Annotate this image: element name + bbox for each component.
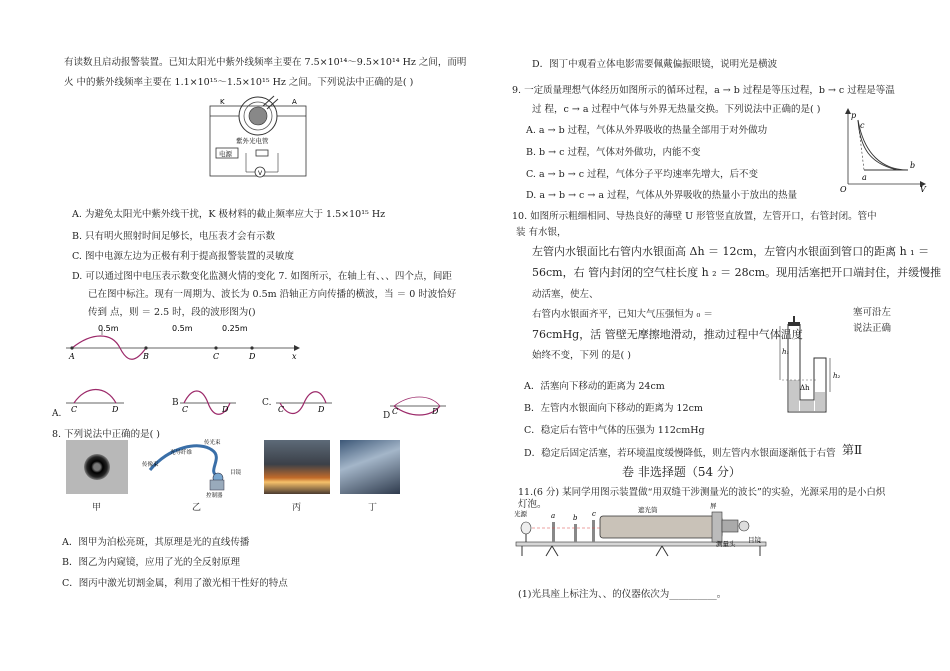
q11-line-1: 11.(6 分) 某同学用图示装置做“用双缝干涉测量光的波长”的实验，光源采用的是小白炽: [518, 487, 886, 498]
wave-option-a-label: A.: [52, 409, 62, 419]
q10-line-8: 始终不变，下列 的是( ): [532, 350, 631, 361]
intro-line-1: 有读数且启动报警装置。已知太阳光中紫外线频率主要在 7.5×10¹⁴～9.5×10¹⁴ Hz 之间，而明: [64, 57, 467, 68]
wave-axis-x: x: [292, 352, 297, 361]
opt-b-point-c: C: [182, 405, 189, 414]
apparatus-c: c: [592, 510, 596, 518]
q8-option-a: A．图甲为泊松亮斑，其原理是光的直线传播: [62, 537, 250, 548]
fig-label-meter: V: [258, 170, 263, 177]
apparatus-screen: 屏: [710, 502, 717, 510]
wave-point-d: D: [249, 352, 256, 361]
q10-option-b: B．左管内水银面向下移动的距离为 12cm: [524, 403, 703, 414]
opt-c-point-c: C: [278, 405, 285, 414]
poisson-spot-image: [66, 440, 128, 494]
intro-line-2: 火 中的紫外线频率主要在 1.1×10¹⁵～1.5×10¹⁵ Hz 之间。下列说法中正确的是( ): [64, 77, 414, 88]
opt-c-point-d: D: [318, 405, 325, 414]
caption-jia: 甲: [92, 503, 102, 513]
u-tube-figure: [772, 310, 852, 416]
endoscope-figure: [140, 436, 250, 498]
q9-option-d: D. a → b → c → a 过程，气体从外界吸收的热量小于放出的热量: [526, 190, 798, 201]
q9-option-c: C. a → b → c 过程，气体分子平均速率先增大，后不变: [526, 169, 759, 180]
q10-line-5: 动活塞，使左、: [532, 289, 599, 300]
wave-option-c: [276, 383, 336, 415]
pv-point-a: a: [862, 173, 867, 182]
q6-option-a: A. 为避免太阳光中紫外线干扰，K 极材料的截止频率应大于 1.5×10¹⁵ Hz: [72, 209, 386, 220]
q11-line-2: 灯泡。: [518, 499, 547, 510]
u-tube-h1: h₁: [782, 348, 790, 356]
pv-axis-v: V: [920, 185, 926, 194]
section-heading-part1: 第Ⅱ: [842, 443, 863, 457]
wave-option-d-label: D: [383, 411, 391, 421]
q10-line-1: 10. 如图所示粗细相同、导热良好的薄壁 U 形管竖直放置，左管开口，右管封闭。管中: [512, 211, 877, 222]
wave-option-b: [180, 383, 240, 415]
q10-line-7: 76cmHg，活 管壁无摩擦地滑动，推动过程中气体温度: [532, 328, 803, 341]
3d-movie-image: [340, 440, 400, 494]
q10-option-c: C．稳定后右管中气体的压强为 112cmHg: [524, 425, 705, 436]
pv-axis-p: p: [851, 111, 857, 120]
q6-option-b: B. 只有明火照射时间足够长，电压表才会有示数: [72, 231, 276, 242]
wave-point-a: A: [69, 352, 75, 361]
fig-label-power: 电源: [219, 150, 232, 158]
endoscope-label-3: 传像束: [142, 462, 159, 468]
q10-option-d: D．稳定后固定活塞，若环境温度缓慢降低，则左管内水银面逐渐低于右管: [524, 448, 836, 459]
q11-subquestion-1: (1)光具座上标注为、、的仪器依次为__________。: [518, 589, 727, 600]
opt-d-point-c: C: [392, 407, 399, 416]
phototube-circuit-figure: [208, 92, 308, 182]
opt-d-point-d: D: [432, 407, 439, 416]
pv-diagram: [838, 108, 930, 192]
apparatus-a: a: [551, 512, 556, 520]
q10-side-1: 塞可沿左: [853, 307, 892, 318]
opt-a-point-c: C: [71, 405, 78, 414]
apparatus-eye: 目镜: [748, 536, 761, 544]
apparatus-b: b: [573, 514, 578, 522]
wave-option-d: [390, 388, 450, 416]
q10-line-4: 56cm，右 管内封闭的空气柱长度 h ₂ ＝ 28cm。现用活塞把开口端封住，并缓慢推: [532, 266, 942, 279]
wave-dist-1: 0.5m: [98, 324, 119, 333]
wave-option-a: [66, 383, 126, 413]
endoscope-label-4: 目镜: [230, 470, 242, 476]
opt-a-point-d: D: [112, 405, 119, 414]
q9-line-1: 9. 一定质量理想气体经历如图所示的循环过程，a → b 过程是等压过程，b → c 过程是等温: [512, 85, 895, 96]
q10-line-6: 右管内水银面齐平，已知大气压强恒为 ₀ ＝: [532, 309, 713, 320]
pv-point-b: b: [910, 161, 916, 170]
endoscope-label-2: 光导纤维: [170, 450, 193, 456]
apparatus-head: 测量头: [716, 540, 736, 548]
section-heading-part2: 卷 非选择题（54 分）: [622, 465, 741, 479]
q9-line-2: 过 程，c → a 过程中气体与外界无热量交换。下列说法中正确的是( ): [532, 104, 821, 115]
q8-stem: 8. 下列说法中正确的是( ): [52, 429, 161, 440]
caption-yi: 乙: [192, 503, 202, 513]
q9-option-b: B. b → c 过程，气体对外做功，内能不变: [526, 147, 701, 158]
double-slit-apparatus: [512, 500, 772, 588]
q7-line-3: 传到 点，则 ＝ 2.5 时，段的波形图为(): [88, 307, 256, 318]
apparatus-source: 光源: [514, 510, 527, 518]
caption-ding: 丁: [368, 503, 378, 513]
wave-option-c-label: C.: [262, 398, 272, 408]
fig-label-k: K: [220, 98, 225, 106]
wave-dist-2: 0.5m: [172, 324, 193, 333]
u-tube-dh: Δh: [800, 384, 810, 392]
endoscope-label-5: 控制器: [206, 493, 223, 499]
opt-b-point-d: D: [222, 405, 229, 414]
q7-line-2: 已在图中标注。现有一周期为、波长为 0.5m 沿轴正方向传播的横波，当 ＝ 0 时波恰好: [88, 289, 457, 300]
endoscope-label-1: 传光束: [204, 440, 221, 446]
fig-label-a: A: [292, 98, 297, 106]
wave-figure: [62, 322, 302, 364]
pv-origin: O: [840, 185, 847, 194]
q8-option-d: D．图丁中观看立体电影需要佩戴偏振眼镜，说明光是横波: [532, 59, 778, 70]
q10-line-3: 左管内水银面比右管内水银面高 Δh ＝ 12cm，左管内水银面到管口的距离 h ₁ ＝: [532, 245, 930, 258]
q10-option-a: A．活塞向下移动的距离为 24cm: [524, 381, 665, 392]
q10-line-2: 装 有水银，: [516, 227, 567, 238]
wave-option-b-label: B: [172, 398, 179, 408]
q9-option-a: A. a → b 过程，气体从外界吸收的热量全部用于对外做功: [526, 125, 768, 136]
q8-option-c: C．图丙中激光切割金属，利用了激光相干性好的特点: [62, 578, 288, 589]
q10-side-2: 说法正确: [853, 323, 892, 334]
q6-option-d: D. 可以通过图中电压表示数变化监测火情的变化 7. 如图所示，在轴上有、、、四个点，间距: [72, 271, 452, 282]
wave-point-b: B: [143, 352, 149, 361]
q6-option-c: C. 图中电源左边为正极有利于提高报警装置的灵敏度: [72, 251, 294, 262]
u-tube-h2: h₂: [833, 372, 841, 380]
wave-point-c: C: [213, 352, 220, 361]
pv-point-c: c: [860, 121, 865, 130]
caption-bing: 丙: [292, 503, 302, 513]
apparatus-tube: 遮光筒: [638, 506, 658, 514]
wave-dist-3: 0.25m: [222, 324, 248, 333]
fig-label-tube: 紫外光电管: [236, 137, 269, 145]
q8-option-b: B．图乙为内窥镜，应用了光的全反射原理: [62, 557, 240, 568]
laser-cutting-image: [264, 440, 330, 494]
